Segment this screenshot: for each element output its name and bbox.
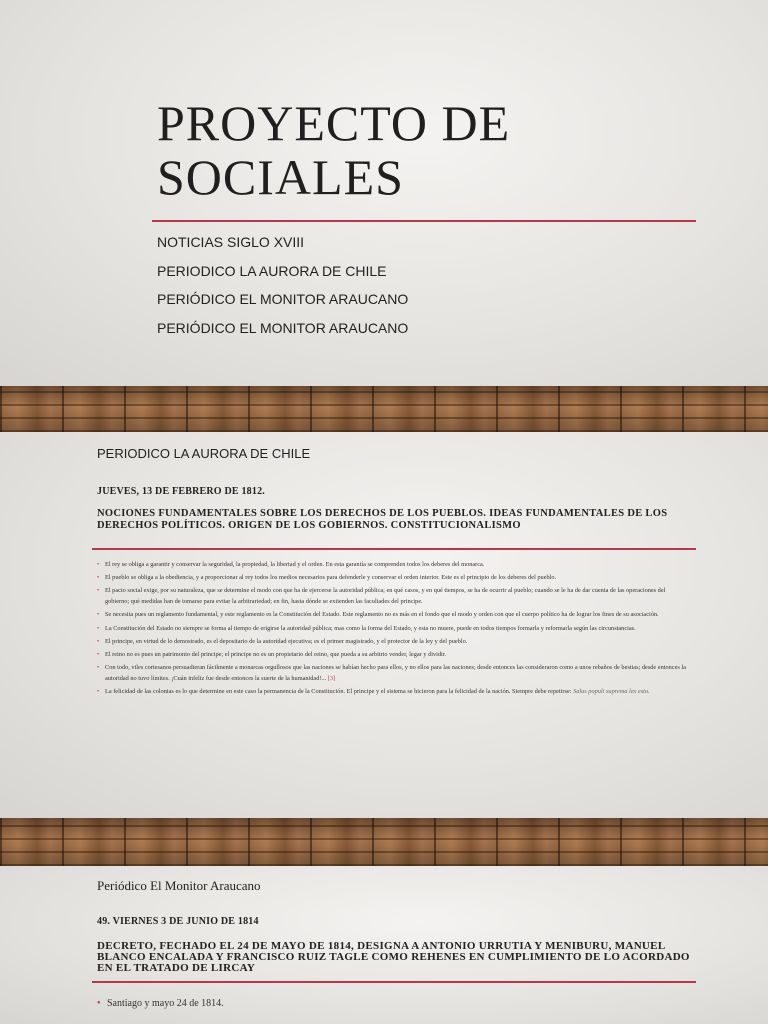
slide-heading: PERIODICO LA AURORA DE CHILE bbox=[97, 446, 311, 461]
list-item-text: Con todo, viles cortesanos persuadieran fácilmente a monarcas orgullosos que las naciones se habían hecho para ellos, y no ellos para las naciones; desde entonces las consideraron como a unos rebaños de bestias; desde entonces la autoridad no tuvo límites. ¡Cuán infeliz fue desde entonces la suerte de la humanidad!... bbox=[105, 664, 686, 682]
slide-heading: Periódico El Monitor Araucano bbox=[97, 878, 261, 893]
toc-item: PERIÓDICO EL MONITOR ARAUCANO bbox=[157, 291, 409, 307]
title-line-1: PROYECTO DE bbox=[157, 95, 511, 151]
article-bullets bbox=[97, 560, 687, 700]
toc-list bbox=[157, 232, 408, 346]
title-slide bbox=[0, 0, 768, 386]
title-line-2: SOCIALES bbox=[157, 149, 404, 205]
latin-motto: Salus populi suprema lex esto. bbox=[573, 688, 650, 696]
article-bullets bbox=[97, 997, 687, 1020]
article-subtitle: DECRETO, FECHADO EL 24 DE MAYO DE 1814, DESIGNA A ANTONIO URRUTIA Y MENIBURU, MANUEL BLANCO ENCALADA Y FRANCISCO RUIZ TAGLE COMO REHENES EN CUMPLIMIENTO DE LO ACORDADO EN EL TRATADO DE LIRCAY bbox=[97, 940, 690, 974]
list-item bbox=[97, 663, 687, 685]
issue-date: 49. VIERNES 3 DE JUNIO DE 1814 bbox=[97, 916, 259, 927]
citation-link[interactable]: [3] bbox=[327, 674, 336, 682]
toc-item: NOTICIAS SIGLO XVIII bbox=[157, 234, 305, 250]
slide-title bbox=[157, 96, 717, 204]
list-item: • El pacto social exige, por su naturaleza, que se determine el modo con que ha de ejercerse la autoridad pública; en qué casos, y en qué tiempos, se ha de ocurrir al pueblo; cuando se le ha de dar cuenta de las operaciones del gobierno; qué medidas han de tomarse para evitar la arbitrariedad; en fin, hasta dónde se extienden las facultades del principe. bbox=[97, 586, 687, 608]
section-divider bbox=[92, 548, 696, 550]
wood-floor-strip bbox=[0, 818, 768, 866]
list-item bbox=[97, 687, 687, 698]
title-divider bbox=[152, 220, 696, 222]
aurora-slide bbox=[0, 432, 768, 818]
article-subtitle: NOCIONES FUNDAMENTALES SOBRE LOS DERECHOS DE LOS PUEBLOS. IDEAS FUNDAMENTALES DE LOS DERECHOS POLÍTICOS. ORIGEN DE LOS GOBIERNOS. CONSTITUCIONALISMO bbox=[97, 508, 668, 531]
monitor-slide bbox=[0, 866, 768, 1024]
toc-item: PERIODICO LA AURORA DE CHILE bbox=[157, 262, 387, 279]
list-item: • El reino no es pues un patrimonio del principe; el principe no es un propietario del reino, que pueda a su arbitrio vender, legar y dividir. bbox=[97, 650, 687, 661]
issue-date: JUEVES, 13 DE FEBRERO DE 1812. bbox=[97, 486, 265, 497]
list-item-text: La felicidad de las colonias es lo que determine en este caso la permanencia de la Constitución. El principe y el sistema se hicieron para la felicidad de la nación. Siempre debe repetirse: bbox=[105, 688, 572, 696]
list-item: • La Constitución del Estado no siempre se forma al tiempo de erigirse la autoridad pública; mas como la forma del Estado, y esta no muere, puede en todos tiempos formarla y reformarla según las circunstancias. bbox=[97, 624, 687, 635]
toc-item: PERIÓDICO EL MONITOR ARAUCANO bbox=[157, 319, 409, 336]
list-item: • Santiago y mayo 24 de 1814. bbox=[97, 997, 687, 1011]
wood-floor-strip bbox=[0, 386, 768, 432]
list-item: • El principe, en virtud de lo demostrado, es el depositario de la autoridad ejecutiva; es el primer magistrado, y el protector de la ley y del pueblo. bbox=[97, 637, 687, 648]
list-item: • Se necesita pues un reglamento fundamental, y este reglamento es la Constitución del Estado. Este reglamento no es más en el fondo que el modo y orden con que el cuerpo político ha de lograr los fines de su asociación. bbox=[97, 610, 687, 621]
section-divider bbox=[92, 981, 696, 983]
list-item: • El pueblo se obliga a la obediencia, y a proporcionar al rey todos los medios necesarios para defenderle y conservar el orden interior. Este es el principio de los deberes del pueblo. bbox=[97, 573, 687, 584]
list-item: • El rey se obliga a garantir y conservar la seguridad, la propiedad, la libertad y el orden. En esta garantía se comprenden todos los deberes del monarca. bbox=[97, 560, 687, 571]
